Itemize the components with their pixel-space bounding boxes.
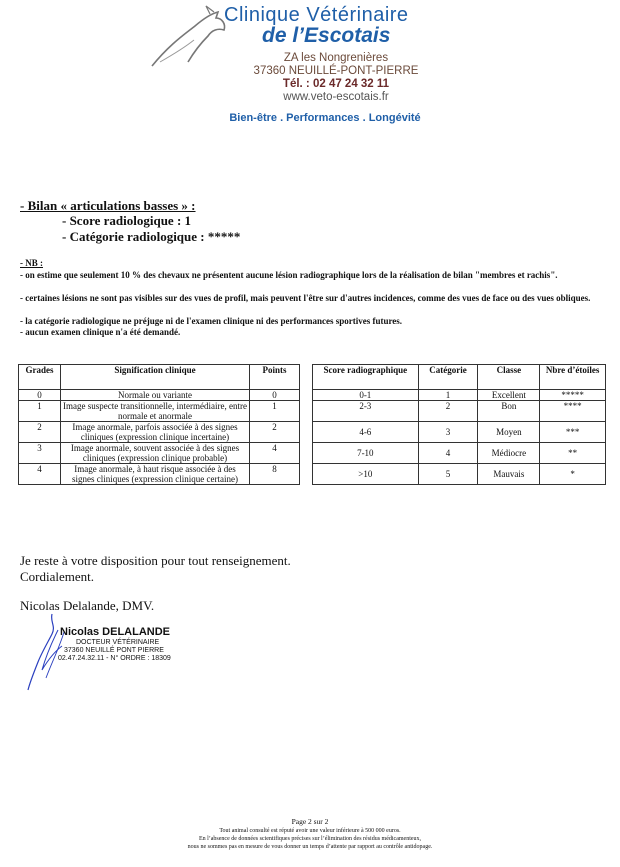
meaning-cell: Image suspecte transitionnelle, intermédiaire, entre normale et anormale bbox=[60, 401, 249, 422]
horse-head-icon bbox=[150, 4, 230, 74]
clinic-name-secondary: de l’Escotais bbox=[262, 24, 391, 47]
class-cell: Mauvais bbox=[478, 464, 540, 485]
address-line: ZA les Nongrenières bbox=[283, 52, 389, 64]
points-cell: 4 bbox=[250, 443, 300, 464]
column-header: Score radiographique bbox=[313, 365, 419, 390]
phone-number: Tél. : 02 47 24 32 11 bbox=[282, 78, 390, 90]
closing-greeting: Cordialement. bbox=[20, 569, 95, 584]
points-cell: 8 bbox=[250, 464, 300, 485]
footer-note: Tout animal consulté est réputé avoir une valeur inférieure à 500 000 euros. bbox=[219, 828, 401, 834]
address-city: 37360 NEUILLÉ-PONT-PIERRE bbox=[253, 65, 419, 77]
score-cell: 2-3 bbox=[313, 401, 419, 422]
category-cell: 1 bbox=[418, 390, 478, 401]
radiological-score: - Score radiologique : 1 bbox=[62, 213, 192, 228]
grades-table bbox=[18, 364, 300, 485]
points-cell: 1 bbox=[250, 401, 300, 422]
score-cell: 4-6 bbox=[313, 422, 419, 443]
score-cell: >10 bbox=[313, 464, 419, 485]
category-cell: 3 bbox=[418, 422, 478, 443]
category-cell: 4 bbox=[418, 443, 478, 464]
meaning-cell: Normale ou variante bbox=[60, 390, 249, 401]
stamp-name: Nicolas DELALANDE bbox=[60, 626, 171, 638]
column-header: Nbre d’étoiles bbox=[540, 365, 606, 390]
column-header: Grades bbox=[19, 365, 61, 390]
column-header: Classe bbox=[478, 365, 540, 390]
score-table bbox=[312, 364, 606, 485]
page-number: Page 2 sur 2 bbox=[291, 817, 329, 826]
table-row bbox=[313, 390, 606, 401]
table-row bbox=[19, 464, 300, 485]
table-row bbox=[313, 401, 606, 422]
tagline: Bien-être . Performances . Longévité bbox=[229, 112, 421, 124]
column-header: Points bbox=[250, 365, 300, 390]
stamp-contact: 02.47.24.32.11 - N° ORDRE : 18309 bbox=[58, 655, 171, 662]
stars-cell: *** bbox=[540, 422, 606, 443]
stars-cell: **** bbox=[540, 401, 606, 422]
grade-cell: 1 bbox=[19, 401, 61, 422]
stamp-address: 37360 NEUILLÉ PONT PIERRE bbox=[64, 647, 164, 654]
grade-cell: 2 bbox=[19, 422, 61, 443]
score-cell: 7-10 bbox=[313, 443, 419, 464]
table-row bbox=[313, 464, 606, 485]
bilan-title: - Bilan « articulations basses » : bbox=[20, 198, 196, 213]
class-cell: Moyen bbox=[478, 422, 540, 443]
footer-note: En l’absence de données scientifiques précises sur l’élimination des résidus médicamenteux, bbox=[198, 836, 422, 842]
radiological-category: - Catégorie radiologique : ***** bbox=[62, 229, 241, 244]
points-cell: 2 bbox=[250, 422, 300, 443]
grade-cell: 4 bbox=[19, 464, 61, 485]
class-cell: Bon bbox=[478, 401, 540, 422]
column-header: Signification clinique bbox=[60, 365, 249, 390]
meaning-cell: Image anormale, souvent associée à des signes cliniques (expression clinique probable) bbox=[60, 443, 249, 464]
grade-cell: 3 bbox=[19, 443, 61, 464]
clinic-name: Clinique Vétérinaire bbox=[224, 4, 409, 26]
stamp-title: DOCTEUR VÉTÉRINAIRE bbox=[76, 639, 160, 646]
notes-label: - NB : bbox=[20, 258, 43, 268]
meaning-cell: Image anormale, parfois associée à des signes cliniques (expression clinique incertaine) bbox=[60, 422, 249, 443]
table-row bbox=[19, 390, 300, 401]
table-row bbox=[19, 422, 300, 443]
stars-cell: ** bbox=[540, 443, 606, 464]
class-cell: Excellent bbox=[478, 390, 540, 401]
table-row bbox=[313, 443, 606, 464]
grade-cell: 0 bbox=[19, 390, 61, 401]
website-link[interactable]: www.veto-escotais.fr bbox=[283, 91, 389, 103]
note-item: - on estime que seulement 10 % des chevaux ne présentent aucune lésion radiographique lors de la réalisation de bilan "membres et rachis". bbox=[20, 270, 558, 280]
closing-line: Je reste à votre disposition pour tout renseignement. bbox=[20, 553, 291, 568]
note-item: - la catégorie radiologique ne préjuge ni de l'examen clinique ni des performances sportives futures. bbox=[20, 316, 403, 326]
table-row bbox=[19, 401, 300, 422]
class-cell: Médiocre bbox=[478, 443, 540, 464]
note-item: - certaines lésions ne sont pas visibles sur des vues de profil, mais peuvent l'être sur d'autres incidences, comme des vues de face ou des vues obliques. bbox=[20, 293, 591, 303]
meaning-cell: Image anormale, à haut risque associée à des signes cliniques (expression clinique certaine) bbox=[60, 464, 249, 485]
column-header: Catégorie bbox=[418, 365, 478, 390]
category-cell: 2 bbox=[418, 401, 478, 422]
note-item: - aucun examen clinique n'a été demandé. bbox=[20, 327, 181, 337]
stars-cell: * bbox=[540, 464, 606, 485]
stars-cell: ***** bbox=[540, 390, 606, 401]
footer-note: nous ne sommes pas en mesure de vous donner un temps d’attente par rapport au contrôle antidopage. bbox=[187, 844, 433, 850]
signer-name: Nicolas Delalande, DMV. bbox=[20, 598, 155, 613]
category-cell: 5 bbox=[418, 464, 478, 485]
table-row bbox=[19, 443, 300, 464]
score-cell: 0-1 bbox=[313, 390, 419, 401]
points-cell: 0 bbox=[250, 390, 300, 401]
table-row bbox=[313, 422, 606, 443]
